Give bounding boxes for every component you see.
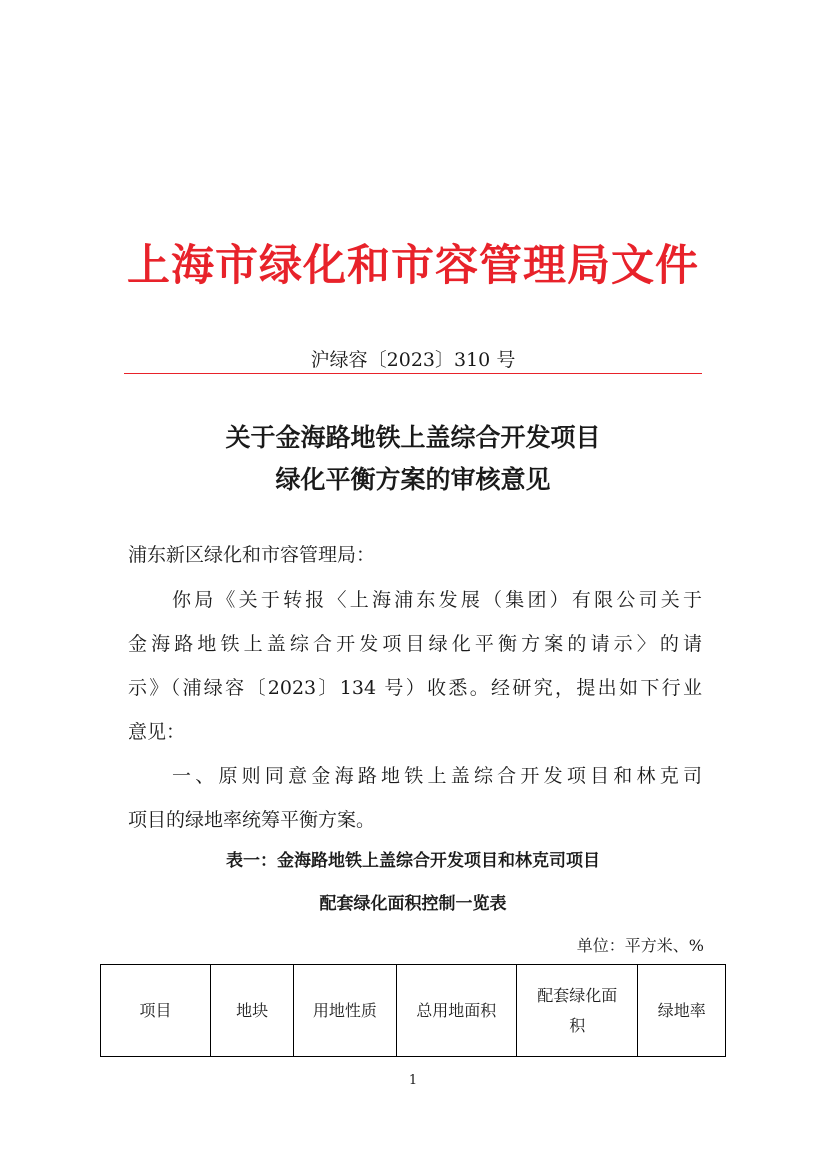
header-cell-project: 项目 xyxy=(101,965,211,1057)
unit-label: 单位：平方米、% xyxy=(576,936,704,955)
page-number: 1 xyxy=(408,1073,418,1088)
paragraph-2-line-1: 一、原则同意金海路地铁上盖综合开发项目和林克司 xyxy=(172,765,702,787)
salutation: 浦东新区绿化和市容管理局： xyxy=(128,544,376,566)
document-title-line-2: 绿化平衡方案的审核意见 xyxy=(275,465,551,494)
table-caption-line-2: 配套绿化面积控制一览表 xyxy=(319,894,507,914)
table-header-row xyxy=(101,965,726,1057)
document-number: 沪绿容〔2023〕310 号 xyxy=(310,349,516,371)
paragraph-1-line-2: 金海路地铁上盖综合开发项目绿化平衡方案的请示〉的请 xyxy=(128,633,702,655)
header-cell-green-area: 配套绿化面积 xyxy=(517,965,638,1057)
table-caption-line-1: 表一：金海路地铁上盖综合开发项目和林克司项目 xyxy=(226,851,600,871)
paragraph-1-line-4: 意见： xyxy=(128,721,186,743)
green-area-table xyxy=(100,964,726,1057)
red-divider-line xyxy=(124,373,702,374)
header-cell-plot: 地块 xyxy=(211,965,294,1057)
document-title-line-1: 关于金海路地铁上盖综合开发项目 xyxy=(225,423,601,452)
paragraph-1-line-3: 示》（浦绿容〔2023〕134 号）收悉。经研究，提出如下行业 xyxy=(128,677,702,699)
header-cell-land-use: 用地性质 xyxy=(294,965,396,1057)
header-cell-green-rate: 绿地率 xyxy=(638,965,726,1057)
document-masthead: 上海市绿化和市容管理局文件 xyxy=(127,241,699,291)
header-cell-total-area: 总用地面积 xyxy=(396,965,517,1057)
paragraph-2-line-2: 项目的绿地率统筹平衡方案。 xyxy=(128,809,376,831)
paragraph-1-line-1: 你局《关于转报〈上海浦东发展（集团）有限公司关于 xyxy=(172,589,702,611)
